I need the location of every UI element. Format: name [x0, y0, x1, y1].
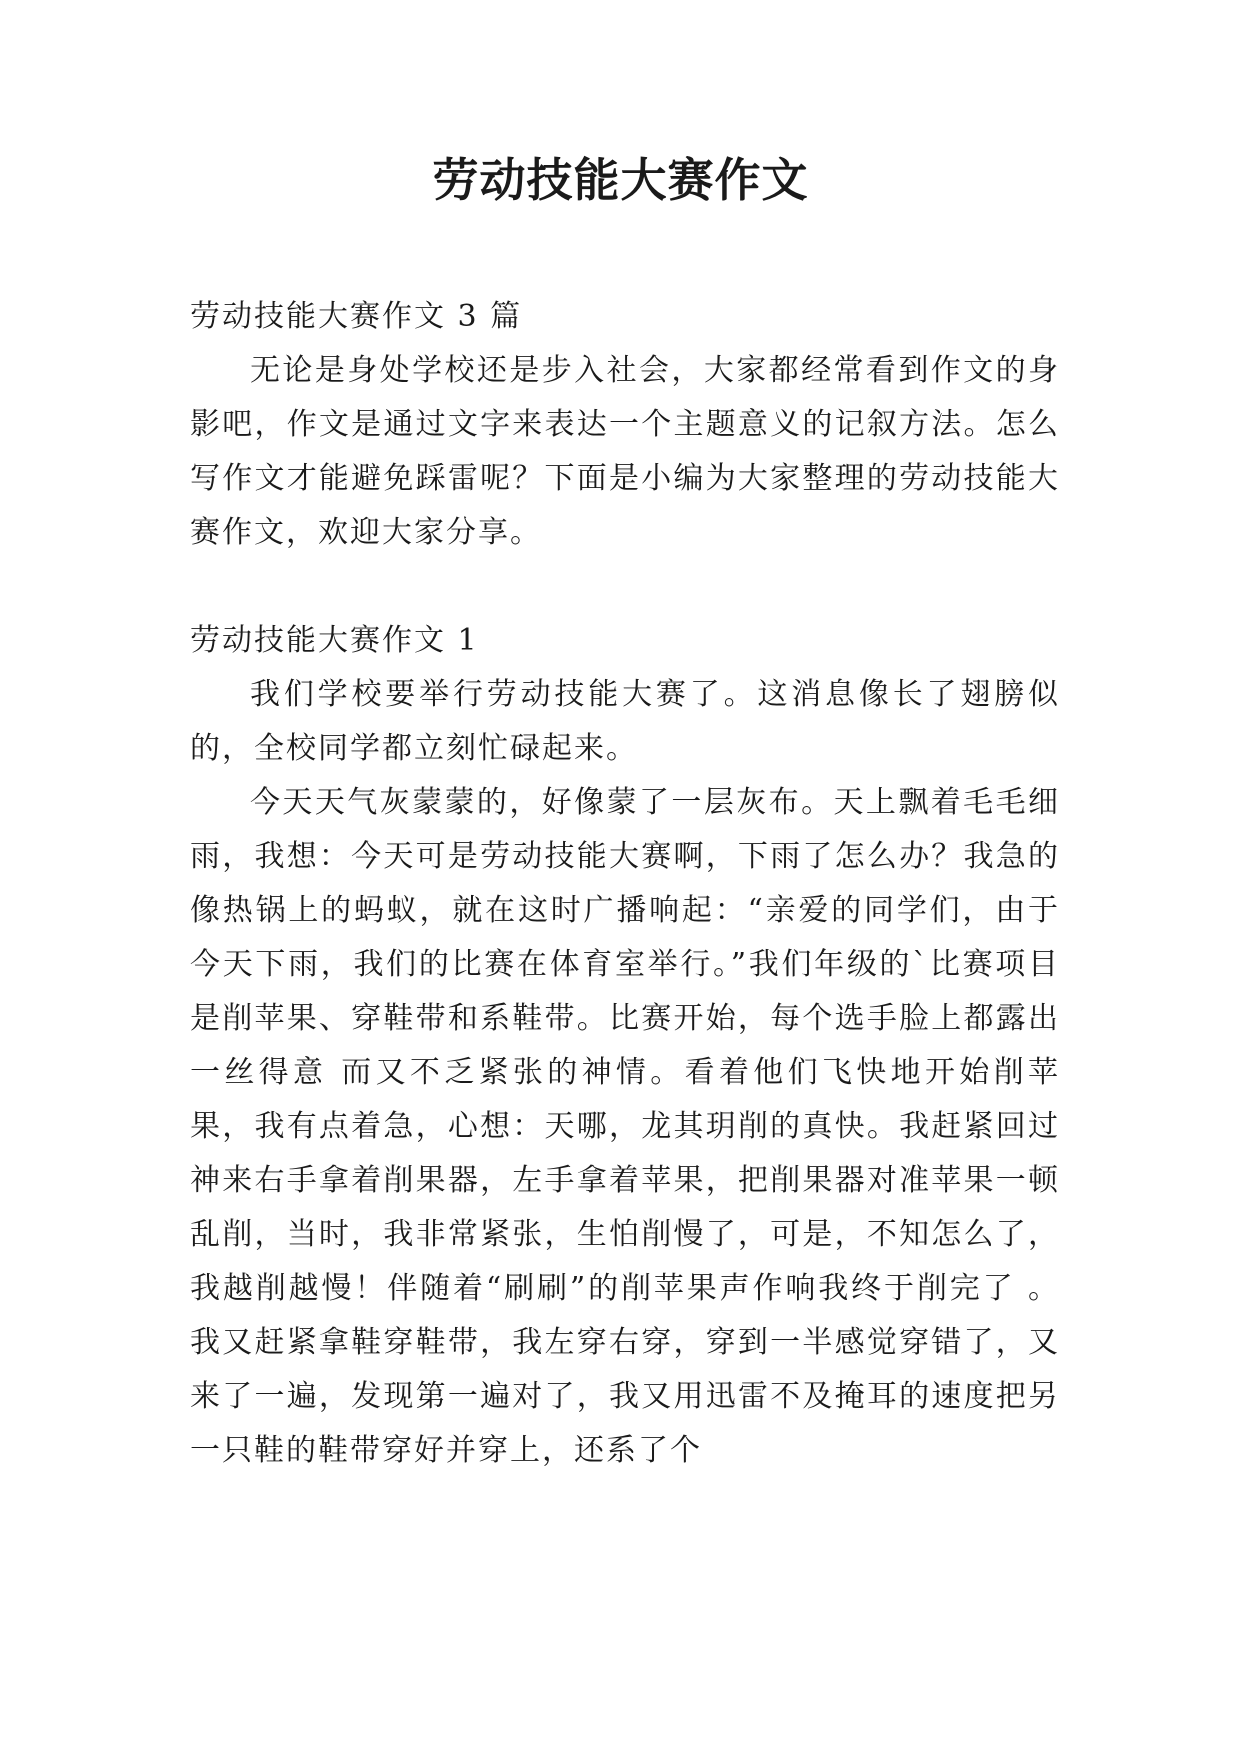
document-body — [190, 290, 1060, 1478]
essay1-heading: 劳动技能大赛作文 1 — [190, 623, 479, 658]
essay1-paragraph: 今天天气灰蒙蒙的，好像蒙了一层灰布。天上飘着毛毛细雨，我想：今天可是劳动技能大赛啊，下雨了怎么办？我急的像热锅上的蚂蚁，就在这时广播响起：“亲爱的同学们，由于今天下雨，我们的比赛在体育室举行。”我们年级的`比赛项目是削苹果、穿鞋带和系鞋带。比赛开始，每个选手脸上都露出一丝得意 而又不乏紧张的神情。看着他们飞快地开始削苹果，我有点着急，心想：天哪，龙其玥削的真快。我赶紧回过神来右手拿着削果器，左手拿着苹果，把削果器对准苹果一顿乱削，当时，我非常紧张，生怕削慢了，可是，不知怎么了，我越削越慢！伴随着“刷刷”的削苹果声作响我终于削完了 。我又赶紧拿鞋穿鞋带，我左穿右穿，穿到一半感觉穿错了，又来了一遍，发现第一遍对了，我又用迅雷不及掩耳的速度把另一只鞋的鞋带穿好并穿上，还系了个 — [190, 785, 1060, 1468]
intro-paragraph: 无论是身处学校还是步入社会，大家都经常看到作文的身影吧，作文是通过文字来表达一个主题意义的记叙方法。怎么写作文才能避免踩雷呢？下面是小编为大家整理的劳动技能大赛作文，欢迎大家分享。 — [190, 353, 1060, 550]
section-spacer — [190, 560, 1060, 614]
document-title: 劳动技能大赛作文 — [432, 153, 809, 207]
essay1-paragraph: 我们学校要举行劳动技能大赛了。这消息像长了翅膀似的，全校同学都立刻忙碌起来。 — [190, 677, 1060, 766]
intro-heading: 劳动技能大赛作文 3 篇 — [190, 299, 523, 334]
